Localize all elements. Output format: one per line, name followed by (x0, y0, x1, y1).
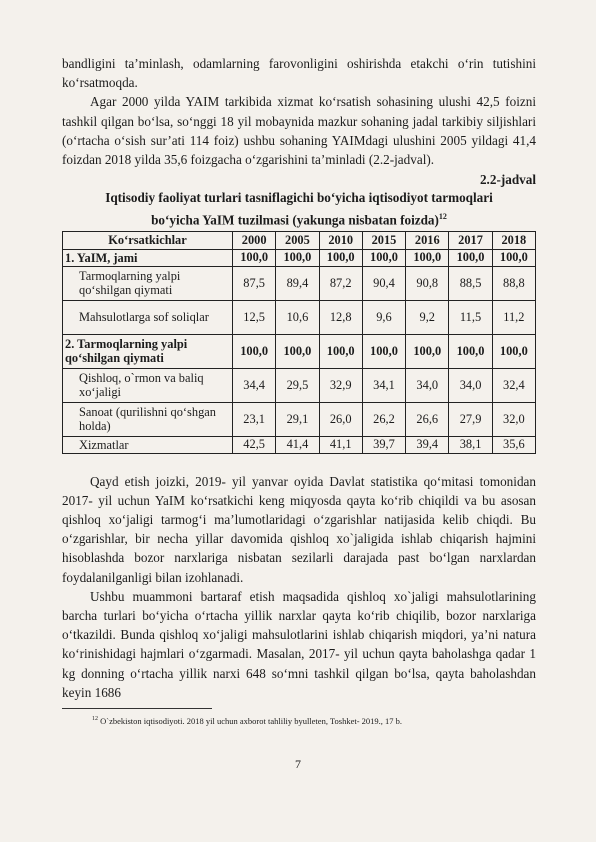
header-cell: 2016 (406, 231, 449, 249)
header-cell: 2018 (492, 231, 535, 249)
cell: 100,0 (362, 249, 405, 266)
cell: 27,9 (449, 402, 492, 436)
cell: 100,0 (406, 249, 449, 266)
table-row (63, 300, 536, 334)
row-label: 2. Tarmoqlarning yalpi qo‘shilgan qiymati (63, 334, 233, 368)
header-cell: 2017 (449, 231, 492, 249)
cell: 88,8 (492, 266, 535, 300)
footnote-divider (62, 708, 212, 709)
paragraph-revision: Qayd etish joizki, 2019- yil yanvar oyida Davlat statistika qo‘mitasi tomonidan 2017- yil uchun YaIM ko‘rsatkichi keng miqyosda qayta ko‘rib chiqildi va bu asosan qishloq xo‘jaligi tarmog‘i ma’lumotlaridagi o‘zgarishlar natijasida kelib chiqdi. Bu o‘zgarishlar, bir necha yillar davomida qishloq xo`jaligida ishlab chiqarish hajmini hisoblashda bozor narxlariga nisbatan sezilarli darajada past bo‘lgan narxlardan foydalanilganligi bilan izohlanadi. (62, 473, 536, 585)
cell: 34,0 (449, 368, 492, 402)
paragraph-yaim-share: Agar 2000 yilda YAIM tarkibida xizmat ko‘rsatish sohasining ulushi 42,5 foizni tashkil qilgan bo‘lsa, so‘nggi 18 yil mobaynida mazkur sohaning jadal tarkibiy siljishlari (o‘rtacha o‘sish sur’ati 114 foiz) ushbu sohaning YAIMdagi ulushini 2005 yildagi 41,4 foizdan 2018 yilda 35,6 foizgacha o‘zgarishini ta’minladi (2.2-jadval). (62, 94, 536, 168)
cell: 100,0 (449, 249, 492, 266)
header-cell: 2005 (276, 231, 319, 249)
cell: 9,2 (406, 300, 449, 334)
page-number: 7 (295, 757, 301, 771)
header-cell: Ko‘rsatkichlar (63, 231, 233, 249)
table-caption-line2: bo‘yicha YaIM tuzilmasi (yakunga nisbatan foizda)$^{12}$ (151, 211, 447, 228)
cell: 100,0 (319, 249, 362, 266)
cell: 26,6 (406, 402, 449, 436)
row-label: Mahsulotlarga sof soliqlar (63, 300, 233, 334)
cell: 100,0 (449, 334, 492, 368)
cell: 12,8 (319, 300, 362, 334)
paragraph-intro: bandligini ta’minlash, odamlarning farovonligini oshirishda etakchi o‘rin tutishini ko‘rsatmoqda. (62, 56, 536, 91)
cell: 34,0 (406, 368, 449, 402)
table-caption (62, 189, 536, 229)
cell: 26,0 (319, 402, 362, 436)
cell: 26,2 (362, 402, 405, 436)
cell: 42,5 (233, 436, 276, 453)
table-row (63, 249, 536, 266)
cell: 100,0 (492, 249, 535, 266)
cell: 32,4 (492, 368, 535, 402)
cell: 41,4 (276, 436, 319, 453)
cell: 32,9 (319, 368, 362, 402)
table-row (63, 266, 536, 300)
cell: 100,0 (233, 334, 276, 368)
row-label: 1. YaIM, jami (63, 249, 233, 266)
cell: 100,0 (406, 334, 449, 368)
paragraph-price-reassessment: Ushbu muammoni bartaraf etish maqsadida qishloq xo`jaligi mahsulotlarining barcha turlari bo‘yicha o‘rtacha yillik narxlar qayta ko‘rib chiqilib, bozor narxlariga o‘tkazildi. Bunda qishloq xo‘jaligi mahsulotlarini ishlab chiqarish miqdori, ya’ni natura ko‘rinishidagi hajmlari o‘zgarmadi. Masalan, 2017- yil uchun qayta baholashga qadar 1 kg donning o‘rtacha yillik narxi 648 so‘mni tashkil qilgan bo‘lsa, qayta baholashdan keyin 1686 (62, 588, 536, 700)
cell: 34,4 (233, 368, 276, 402)
cell: 87,2 (319, 266, 362, 300)
cell: 90,8 (406, 266, 449, 300)
cell: 9,6 (362, 300, 405, 334)
cell: 100,0 (276, 249, 319, 266)
cell: 32,0 (492, 402, 535, 436)
row-label: Qishloq, o`rmon va baliq xo‘jaligi (63, 368, 233, 402)
cell: 100,0 (319, 334, 362, 368)
cell: 41,1 (319, 436, 362, 453)
row-label: Sanoat (qurilishni qo‘shgan holda) (63, 402, 233, 436)
cell: 90,4 (362, 266, 405, 300)
cell: 89,4 (276, 266, 319, 300)
cell: 11,5 (449, 300, 492, 334)
table-row (63, 368, 536, 402)
table-caption-line1: Iqtisodiy faoliyat turlari tasniflagichi bo‘yicha iqtisodiyot tarmoqlari (105, 190, 493, 206)
table-header-row (63, 231, 536, 249)
cell: 29,5 (276, 368, 319, 402)
row-label: Tarmoqlarning yalpi qo‘shilgan qiymati (63, 266, 233, 300)
cell: 100,0 (362, 334, 405, 368)
cell: 39,4 (406, 436, 449, 453)
cell: 88,5 (449, 266, 492, 300)
header-cell: 2010 (319, 231, 362, 249)
footnote-ref: 12 (438, 211, 447, 221)
cell: 39,7 (362, 436, 405, 453)
cell: 10,6 (276, 300, 319, 334)
cell: 11,2 (492, 300, 535, 334)
cell: 100,0 (233, 249, 276, 266)
header-cell: 2000 (233, 231, 276, 249)
header-cell: 2015 (362, 231, 405, 249)
cell: 100,0 (492, 334, 535, 368)
cell: 87,5 (233, 266, 276, 300)
cell: 29,1 (276, 402, 319, 436)
page-content (62, 54, 536, 727)
footnote (62, 713, 536, 727)
cell: 23,1 (233, 402, 276, 436)
table-row (63, 436, 536, 453)
footnote-number: 12 (92, 716, 98, 723)
table-label: 2.2-jadval (479, 172, 536, 188)
cell: 12,5 (233, 300, 276, 334)
footnote-text: O`zbekiston iqtisodiyoti. 2018 yil uchun axborot tahliliy byulleten, Toshket- 2019., 17 b. (100, 715, 403, 726)
table-row (63, 334, 536, 368)
row-label: Xizmatlar (63, 436, 233, 453)
cell: 100,0 (276, 334, 319, 368)
cell: 38,1 (449, 436, 492, 453)
cell: 35,6 (492, 436, 535, 453)
spacer (62, 454, 536, 472)
table-row (63, 402, 536, 436)
cell: 34,1 (362, 368, 405, 402)
gdp-structure-table (62, 231, 536, 454)
